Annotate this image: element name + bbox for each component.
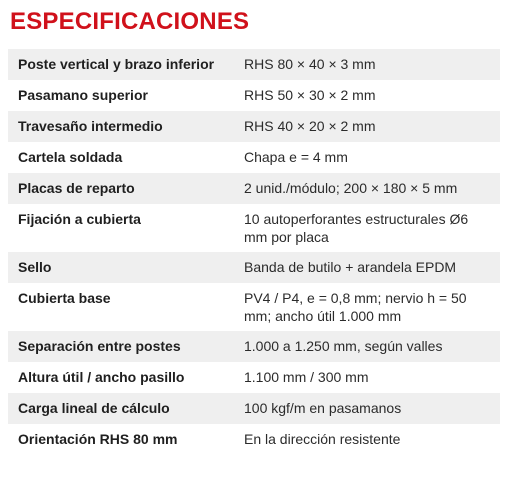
spec-label: Altura útil / ancho pasillo bbox=[18, 369, 185, 385]
spec-value: RHS 80 × 40 × 3 mm bbox=[244, 56, 376, 72]
spec-value: 10 autoperforantes estructurales Ø6 mm por placa bbox=[244, 211, 469, 245]
spec-row bbox=[8, 252, 500, 283]
specifications-table bbox=[8, 49, 500, 455]
spec-label: Placas de reparto bbox=[18, 180, 135, 196]
spec-value: Chapa e = 4 mm bbox=[244, 149, 348, 165]
spec-row bbox=[8, 173, 500, 204]
spec-value: 1.100 mm / 300 mm bbox=[244, 369, 369, 385]
spec-label: Poste vertical y brazo inferior bbox=[18, 56, 215, 72]
spec-value: RHS 40 × 20 × 2 mm bbox=[244, 118, 376, 134]
spec-row bbox=[8, 111, 500, 142]
spec-value: Banda de butilo + arandela EPDM bbox=[244, 259, 457, 275]
spec-value: 100 kgf/m en pasamanos bbox=[244, 400, 402, 416]
spec-row bbox=[8, 331, 500, 362]
spec-row bbox=[8, 362, 500, 393]
spec-row bbox=[8, 204, 500, 252]
spec-label: Pasamano superior bbox=[18, 87, 148, 103]
spec-row bbox=[8, 142, 500, 173]
spec-value: 1.000 a 1.250 mm, según valles bbox=[244, 338, 443, 354]
spec-value: RHS 50 × 30 × 2 mm bbox=[244, 87, 376, 103]
spec-row bbox=[8, 393, 500, 424]
spec-row bbox=[8, 80, 500, 111]
spec-value: 2 unid./módulo; 200 × 180 × 5 mm bbox=[244, 180, 458, 196]
spec-value: En la dirección resistente bbox=[244, 431, 401, 447]
spec-label: Orientación RHS 80 mm bbox=[18, 431, 178, 447]
spec-row bbox=[8, 49, 500, 80]
spec-row bbox=[8, 424, 500, 455]
spec-label: Cubierta base bbox=[18, 290, 111, 306]
spec-value: PV4 / P4, e = 0,8 mm; nervio h = 50 mm; ancho útil 1.000 mm bbox=[244, 290, 467, 324]
spec-label: Travesaño intermedio bbox=[18, 118, 163, 134]
spec-label: Carga lineal de cálculo bbox=[18, 400, 170, 416]
spec-label: Sello bbox=[18, 259, 52, 275]
page-title: ESPECIFICACIONES bbox=[10, 8, 250, 35]
spec-label: Cartela soldada bbox=[18, 149, 123, 165]
spec-label: Separación entre postes bbox=[18, 338, 181, 354]
spec-row bbox=[8, 283, 500, 331]
spec-label: Fijación a cubierta bbox=[18, 211, 141, 227]
